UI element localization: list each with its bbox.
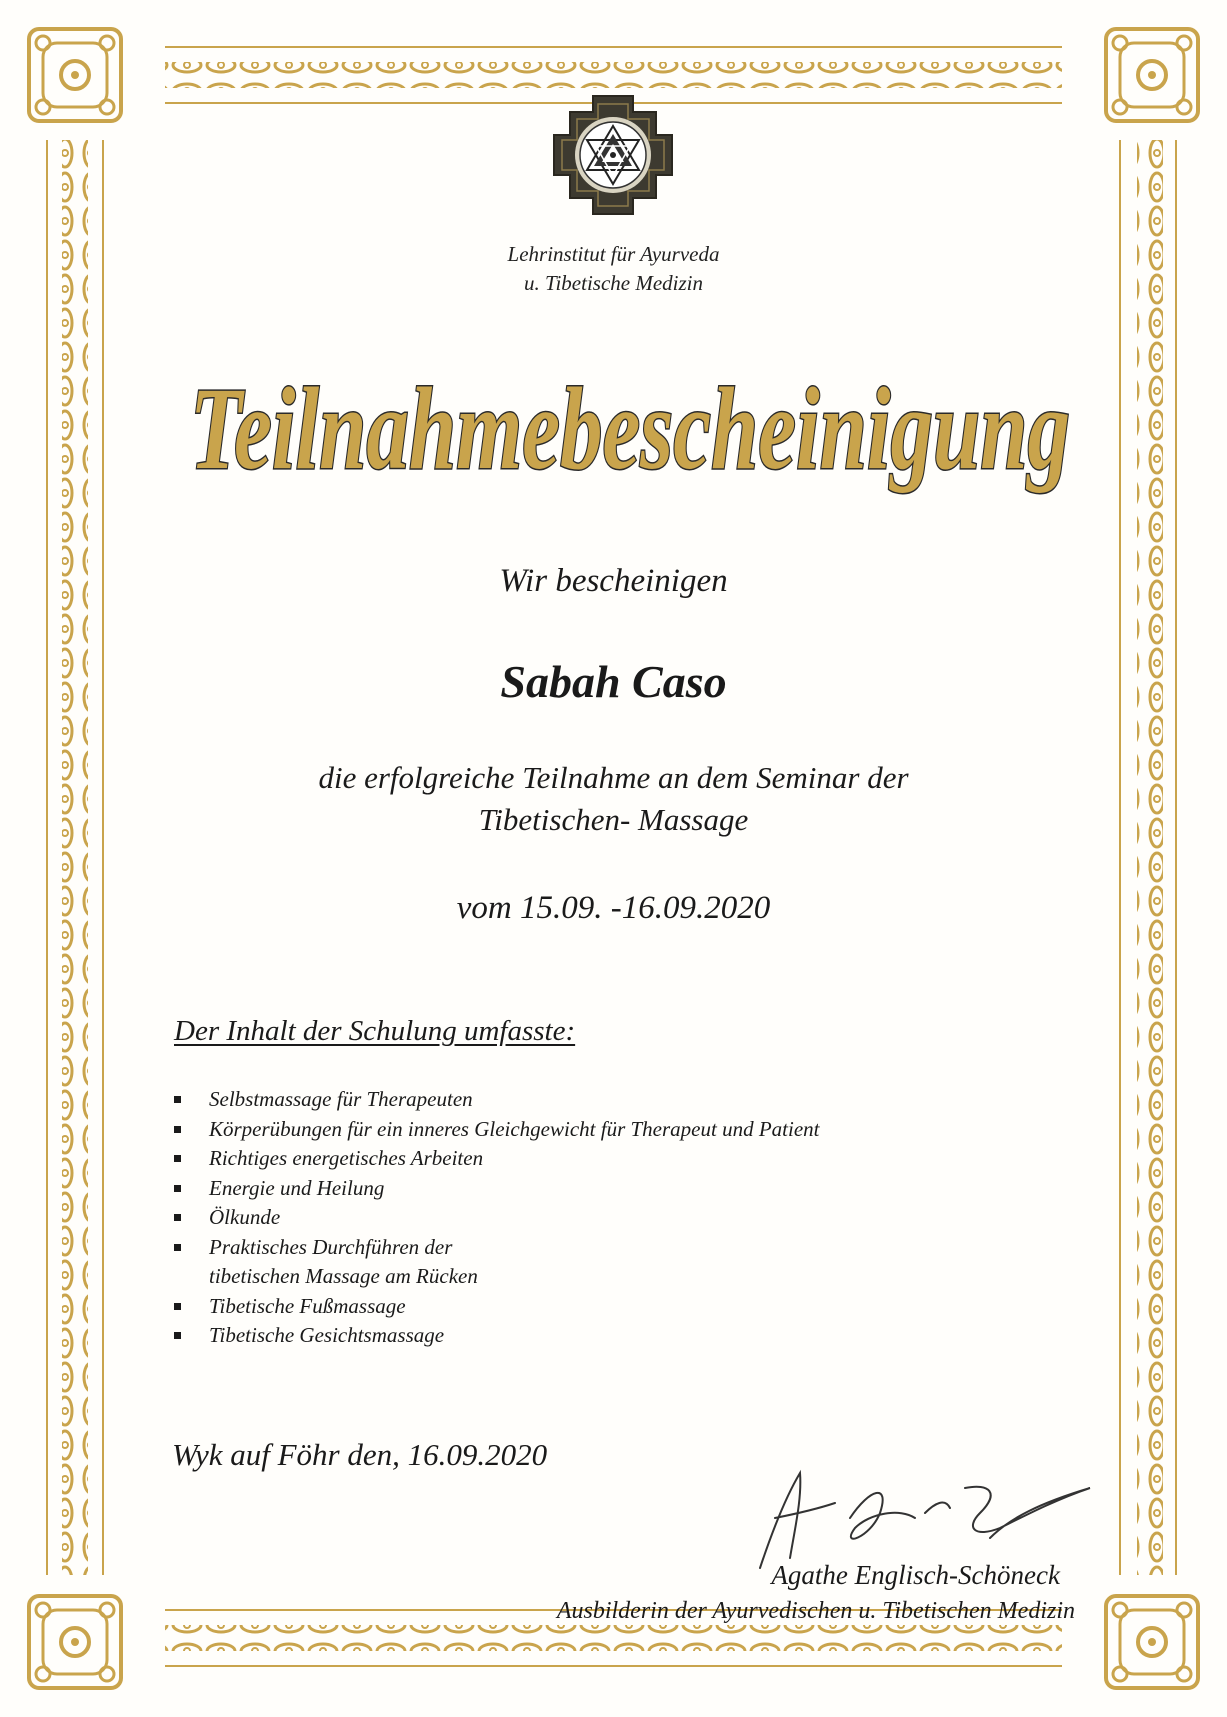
topic-text: Tibetische Gesichtsmassage (209, 1323, 445, 1347)
list-item (172, 1115, 972, 1145)
list-item (172, 1174, 972, 1204)
list-item (172, 1144, 972, 1174)
bullet-icon (174, 1126, 181, 1133)
topic-text: Tibetische Fußmassage (209, 1293, 406, 1318)
participant-name: Sabah Caso (500, 656, 727, 707)
signer-name: Agathe Englisch-Schöneck (771, 1560, 1060, 1590)
list-item (172, 1292, 972, 1322)
topic-text: Ölkunde (209, 1205, 281, 1229)
institute-name-line-2: u. Tibetische Medizin (523, 271, 704, 295)
sri-yantra-logo (550, 92, 676, 218)
topic-text: Selbstmassage für Therapeuten (209, 1087, 473, 1111)
we-certify-text: Wir bescheinigen (499, 563, 728, 599)
seminar-line-2: Tibetischen- Massage (478, 802, 749, 837)
certificate-title: Teilnahmebescheinigung (190, 363, 1070, 494)
list-item (172, 1321, 972, 1351)
list-item (172, 1085, 972, 1115)
list-item (172, 1233, 972, 1292)
seminar-dates: vom 15.09. -16.09.2020 (456, 890, 771, 926)
topic-text: Körperübungen für ein inneres Gleichgewicht für Therapeut und Patient (209, 1116, 820, 1141)
bullet-icon (174, 1332, 181, 1339)
topic-text: Energie und Heilung (209, 1175, 385, 1200)
topic-continuation: tibetischen Massage am Rücken (209, 1264, 478, 1288)
bullet-icon (174, 1244, 181, 1251)
topic-list (172, 1085, 972, 1351)
bullet-icon (174, 1303, 181, 1310)
bullet-icon (174, 1155, 181, 1162)
content-heading: Der Inhalt der Schulung umfasste: (174, 1015, 576, 1047)
topic-text: Richtiges energetisches Arbeiten (209, 1146, 484, 1170)
bullet-icon (174, 1214, 181, 1221)
bullet-icon (174, 1185, 181, 1192)
certificate-title-wrap (170, 340, 1090, 515)
signer-role: Ausbilderin der Ayurvedischen u. Tibetischen Medizin (556, 1598, 1075, 1624)
institute-name-line-1: Lehrinstitut für Ayurveda (507, 242, 720, 266)
seminar-line-1: die erfolgreiche Teilnahme an dem Seminar der (318, 760, 909, 795)
bullet-icon (174, 1096, 181, 1103)
topic-text: Praktisches Durchführen der (209, 1234, 453, 1259)
place-and-date: Wyk auf Föhr den, 16.09.2020 (172, 1437, 548, 1472)
list-item (172, 1203, 972, 1233)
